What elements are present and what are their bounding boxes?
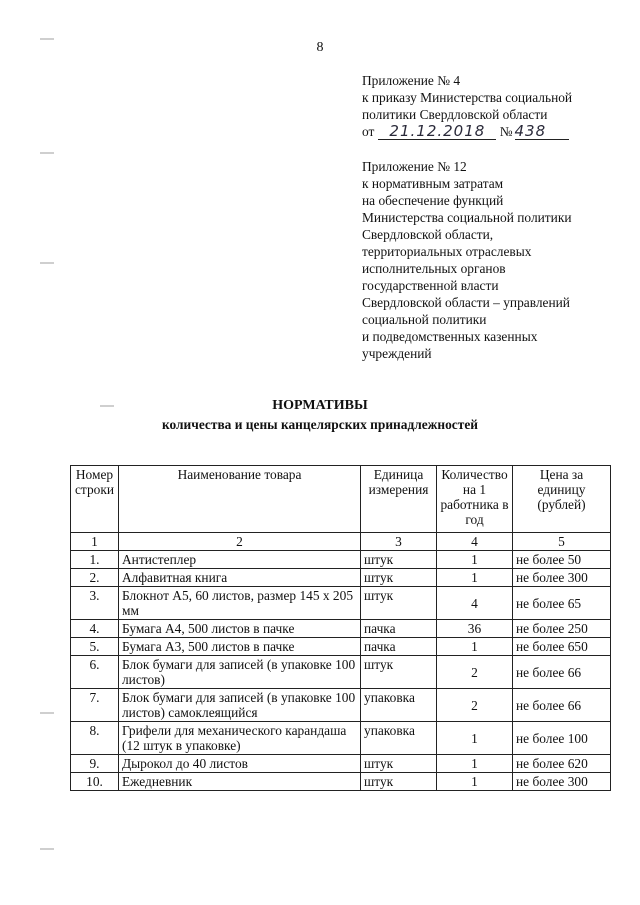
document-title: НОРМАТИВЫ [272, 398, 368, 413]
appendix-12-line: Министерства социальной политики [362, 210, 572, 225]
item-unit: штук [361, 551, 437, 569]
norms-table [70, 465, 611, 791]
row-number: 2. [71, 569, 119, 587]
appendix-12-line: и подведомственных казенных [362, 329, 538, 344]
item-price: не более 66 [513, 689, 611, 722]
appendix-4-line: Приложение № 4 [362, 73, 461, 88]
item-unit: штук [361, 587, 437, 620]
item-name: Дырокол до 40 листов [119, 755, 361, 773]
appendix-12-block [362, 158, 572, 362]
appendix-12-line: государственной власти [362, 278, 499, 293]
appendix-12-line: Приложение № 12 [362, 159, 467, 174]
item-unit: штук [361, 773, 437, 791]
table-row [71, 638, 611, 656]
item-quantity: 1 [437, 722, 513, 755]
table-row [71, 722, 611, 755]
item-name: Грифели для механического карандаша (12 штук в упаковке) [119, 722, 361, 755]
document-subtitle: количества и цены канцелярских принадлежностей [161, 417, 478, 432]
header-item-name: Наименование товара [119, 466, 361, 533]
item-name: Блок бумаги для записей (в упаковке 100 листов) самоклеящийся [119, 689, 361, 722]
date-prefix: от [362, 124, 375, 139]
item-price: не более 620 [513, 755, 611, 773]
item-unit: штук [361, 656, 437, 689]
item-unit: упаковка [361, 689, 437, 722]
item-price: не более 100 [513, 722, 611, 755]
item-unit: пачка [361, 620, 437, 638]
item-name: Ежедневник [119, 773, 361, 791]
appendix-12-line: исполнительных органов [362, 261, 506, 276]
table-row [71, 689, 611, 722]
row-number: 3. [71, 587, 119, 620]
item-unit: штук [361, 569, 437, 587]
table-row [71, 656, 611, 689]
table-row [71, 773, 611, 791]
order-date-line [362, 123, 572, 140]
column-index: 2 [119, 533, 361, 551]
page-number: 8 [316, 40, 324, 55]
column-index: 5 [513, 533, 611, 551]
item-name: Блокнот А5, 60 листов, размер 145 х 205 мм [119, 587, 361, 620]
row-number: 8. [71, 722, 119, 755]
item-name: Бумага А3, 500 листов в пачке [119, 638, 361, 656]
table-header-row [71, 466, 611, 533]
item-quantity: 36 [437, 620, 513, 638]
item-quantity: 1 [437, 755, 513, 773]
appendix-12-line: социальной политики [362, 312, 487, 327]
row-number: 9. [71, 755, 119, 773]
column-index: 3 [361, 533, 437, 551]
item-quantity: 1 [437, 569, 513, 587]
row-number: 4. [71, 620, 119, 638]
item-quantity: 1 [437, 773, 513, 791]
item-quantity: 2 [437, 656, 513, 689]
item-name: Алфавитная книга [119, 569, 361, 587]
row-number: 10. [71, 773, 119, 791]
appendix-12-line: учреждений [362, 346, 432, 361]
item-price: не более 66 [513, 656, 611, 689]
header-quantity: Количество на 1 работника в год [437, 466, 513, 533]
appendix-4-line: политики Свердловской области [362, 107, 548, 122]
appendix-12-line: Свердловской области – управлений [362, 295, 570, 310]
item-unit: упаковка [361, 722, 437, 755]
column-index-row [71, 533, 611, 551]
item-price: не более 50 [513, 551, 611, 569]
handwritten-number: 438 [515, 124, 569, 140]
item-price: не более 300 [513, 569, 611, 587]
item-unit: штук [361, 755, 437, 773]
item-quantity: 2 [437, 689, 513, 722]
appendix-12-line: территориальных отраслевых [362, 244, 532, 259]
table-row [71, 620, 611, 638]
column-index: 1 [71, 533, 119, 551]
header-row-number: Номер строки [71, 466, 119, 533]
appendix-4-line: к приказу Министерства социальной [362, 90, 573, 105]
item-price: не более 250 [513, 620, 611, 638]
item-name: Блок бумаги для записей (в упаковке 100 листов) [119, 656, 361, 689]
item-quantity: 4 [437, 587, 513, 620]
appendix-12-line: на обеспечение функций [362, 193, 504, 208]
header-price: Цена за единицу (рублей) [513, 466, 611, 533]
table-row [71, 551, 611, 569]
item-quantity: 1 [437, 551, 513, 569]
row-number: 7. [71, 689, 119, 722]
table-row [71, 755, 611, 773]
appendix-4-block [362, 72, 572, 140]
table-row [71, 587, 611, 620]
column-index: 4 [437, 533, 513, 551]
item-unit: пачка [361, 638, 437, 656]
row-number: 5. [71, 638, 119, 656]
handwritten-date: 21.12.2018 [378, 124, 496, 140]
row-number: 6. [71, 656, 119, 689]
number-prefix: № [499, 124, 513, 139]
header-unit: Единица измерения [361, 466, 437, 533]
appendix-12-line: Свердловской области, [362, 227, 494, 242]
table-row [71, 569, 611, 587]
item-name: Бумага А4, 500 листов в пачке [119, 620, 361, 638]
appendix-12-line: к нормативным затратам [362, 176, 504, 191]
item-price: не более 650 [513, 638, 611, 656]
item-price: не более 65 [513, 587, 611, 620]
item-quantity: 1 [437, 638, 513, 656]
row-number: 1. [71, 551, 119, 569]
item-price: не более 300 [513, 773, 611, 791]
item-name: Антистеплер [119, 551, 361, 569]
